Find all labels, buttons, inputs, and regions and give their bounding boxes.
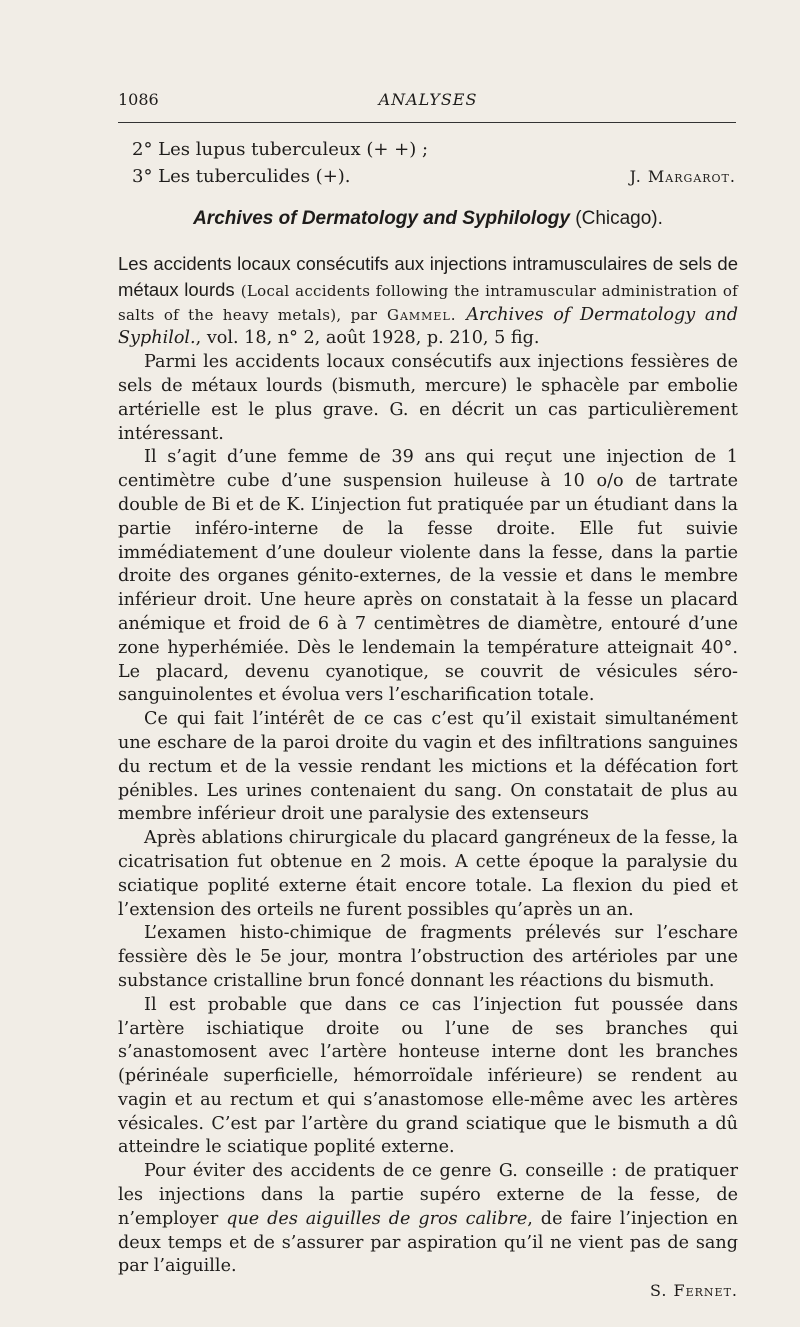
final-text-after: , de faire l’injection en deux temps et de s’assurer par aspiration qu’il ne vient pas de sang par l’aiguille.: [118, 1208, 738, 1277]
running-header: [118, 90, 738, 114]
article-author: Gammel.: [386, 305, 457, 324]
journal-name: Archives of Dermatology and Syphilology: [193, 208, 570, 229]
article-title: Les accidents locaux consécutifs aux injections intramusculaires de sels de métaux lourds: [118, 253, 738, 300]
list-item-text: 3° Les tuberculides (+).: [132, 166, 351, 187]
paragraph: Il s’agit d’une femme de 39 ans qui reçut une injection de 1 centimètre cube d’une suspension huileuse à 10 o/o de tartrate double de Bi et de K. L’injection fut pratiquée par un étudiant dans la partie inféro-interne de la fesse droite. Elle fut suivie immédiatement d’une douleur violente dans la fesse, dans la partie droite des organes génito-externes, de la vessie et dans le membre inférieur droit. Une heure après on constatait à la fesse un placard anémique et froid de 6 à 7 centimètres de diamètre, entouré d’une zone hyperhémiée. Dès le lendemain la température atteignait 40°. Le placard, devenu cyanotique, se couvrit de vésicules séro-sanguinolentes et évolua vers l’escharification totale.: [118, 447, 738, 706]
final-paragraph: [118, 1160, 738, 1279]
paragraph: Parmi les accidents locaux consécutifs aux injections fessières de sels de métaux lourds (bismuth, mercure) le sphacèle par embolie artérielle est le plus grave. G. en décrit un cas particulièrement intéressant.: [118, 352, 738, 444]
reviewer-signature: J. Margarot.: [629, 167, 736, 186]
page-number: 1086: [118, 90, 159, 109]
paragraph: Ce qui fait l’intérêt de ce cas c’est qu’il existait simultanément une eschare de la paroi droite du vagin et des infiltrations sanguines du rectum et de la vessie rendant les mictions et la défécation fort pénibles. Les urines contenaient du sang. On constatait de plus au membre inférieur droit une paralysie des extenseurs: [118, 709, 738, 825]
paragraph: Il est probable que dans ce cas l’injection fut poussée dans l’artère ischiatique droite ou l’une de ses branches qui s’anastomosent avec l’artère honteuse interne dont les branches (périnéale superficielle, hémorroïdale inférieure) se rendent au vagin et au rectum et qui s’anastomose elle-même avec les artères vésicales. C’est par l’artère du grand sciatique que le bismuth a dû atteindre le sciatique poplité externe.: [118, 994, 738, 1158]
article-journal-ref: Archives of Dermatology and Syphilol.: [118, 304, 739, 349]
article-reference: [118, 252, 738, 351]
list-item-text: 2° Les lupus tuberculeux (+ +) ;: [132, 139, 429, 160]
final-emphasis: que des aiguilles de gros calibre: [226, 1208, 528, 1229]
section-title: ANALYSES: [378, 90, 478, 109]
paragraph: Après ablations chirurgicale du placard gangréneux de la fesse, la cicatrisation fut obtenue en 2 mois. A cette époque la paralysie du sciatique poplité externe était encore totale. La flexion du pied et l’extension des orteils ne furent possibles qu’après un an.: [118, 828, 738, 920]
list-item: [132, 163, 736, 190]
final-text-before: Pour éviter des accidents de ce genre G. conseille : de pratiquer les injections dans la partie supéro externe de la fesse, de n’employer: [118, 1161, 738, 1229]
article-citation: , vol. 18, n° 2, août 1928, p. 210, 5 fig.: [195, 328, 540, 349]
reviewer-signature: S. Fernet.: [649, 1281, 738, 1301]
article-translation: (Local accidents following the intramuscular administration of salts of the heavy metals), par: [118, 281, 738, 324]
article-body: [118, 252, 738, 1303]
journal-location: (Chicago).: [575, 208, 663, 229]
list-item: [132, 136, 736, 163]
journal-heading: [118, 208, 738, 230]
header-rule: [118, 122, 736, 123]
paragraph: L’examen histo-chimique de fragments prélevés sur l’eschare fessière dès le 5e jour, montra l’obstruction des artérioles par une substance cristalline brun foncé donnant les réactions du bismuth.: [118, 923, 738, 991]
previous-review-tail: [132, 136, 736, 190]
